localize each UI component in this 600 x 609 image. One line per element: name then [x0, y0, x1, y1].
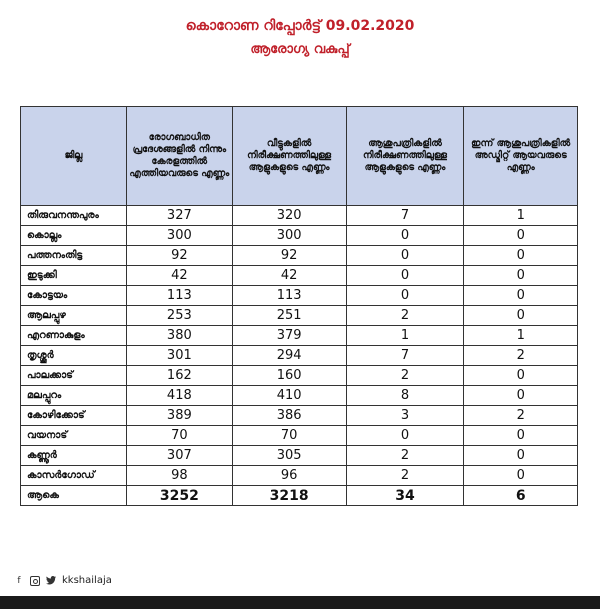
home-cell: 92 — [232, 246, 346, 266]
arrived-cell: 70 — [127, 426, 233, 446]
arrived-cell: 98 — [127, 466, 233, 486]
district-cell: പാലക്കാട് — [21, 366, 127, 386]
table-row — [21, 426, 578, 446]
admitted-today-cell: 0 — [464, 306, 578, 326]
home-cell: 96 — [232, 466, 346, 486]
total-row — [21, 486, 578, 506]
district-cell: മലപ്പുറം — [21, 386, 127, 406]
district-cell: കൊല്ലം — [21, 226, 127, 246]
admitted-today-cell: 0 — [464, 386, 578, 406]
district-cell: ഇടുക്കി — [21, 266, 127, 286]
total-home-cell: 3218 — [232, 486, 346, 506]
report-table — [20, 106, 578, 506]
hospital-cell: 2 — [346, 466, 464, 486]
hospital-cell: 3 — [346, 406, 464, 426]
table-row — [21, 366, 578, 386]
table-row — [21, 246, 578, 266]
arrived-cell: 162 — [127, 366, 233, 386]
table-row — [21, 386, 578, 406]
hospital-cell: 2 — [346, 446, 464, 466]
hospital-cell: 0 — [346, 266, 464, 286]
arrived-cell: 300 — [127, 226, 233, 246]
column-header-admitted-today: ഇന്ന് ആശുപത്രികളിൽ അഡ്മിറ്റ് ആയവരുടെ എണ്ണം — [464, 107, 578, 206]
hospital-cell: 7 — [346, 206, 464, 226]
home-cell: 294 — [232, 346, 346, 366]
admitted-today-cell: 0 — [464, 426, 578, 446]
admitted-today-cell: 0 — [464, 466, 578, 486]
column-header-arrived: രോഗബാധിത പ്രദേശങ്ങളിൽ നിന്നും കേരളത്തിൽ എത്തിയവരുടെ എണ്ണം — [127, 107, 233, 206]
district-cell: കണ്ണൂർ — [21, 446, 127, 466]
admitted-today-cell: 1 — [464, 326, 578, 346]
admitted-today-cell: 1 — [464, 206, 578, 226]
home-cell: 305 — [232, 446, 346, 466]
district-cell: എറണാകുളം — [21, 326, 127, 346]
table-row — [21, 306, 578, 326]
district-cell: കോഴിക്കോട് — [21, 406, 127, 426]
report-subtitle: ആരോഗ്യ വകുപ്പ് — [250, 42, 350, 57]
table-header-row — [21, 107, 578, 206]
report-title: കൊറോണ റിപ്പോർട്ട് 09.02.2020 — [185, 18, 415, 34]
home-cell: 386 — [232, 406, 346, 426]
admitted-today-cell: 0 — [464, 246, 578, 266]
home-cell: 160 — [232, 366, 346, 386]
district-cell: കാസർഗോഡ് — [21, 466, 127, 486]
district-cell: തിരുവനന്തപുരം — [21, 206, 127, 226]
total-arrived-cell: 3252 — [127, 486, 233, 506]
hospital-cell: 0 — [346, 286, 464, 306]
district-cell: കോട്ടയം — [21, 286, 127, 306]
home-cell: 251 — [232, 306, 346, 326]
total-hospital-cell: 34 — [346, 486, 464, 506]
column-header-district: ജില്ല — [21, 107, 127, 206]
hospital-cell: 2 — [346, 366, 464, 386]
district-cell: ആലപ്പുഴ — [21, 306, 127, 326]
column-header-home-observation: വീട്ടുകളിൽ നിരീക്ഷണത്തിലുള്ള ആളുകളുടെ എണ്ണം — [232, 107, 346, 206]
twitter-icon — [46, 576, 56, 586]
total-admitted-today-cell: 6 — [464, 486, 578, 506]
social-footer — [14, 575, 112, 586]
table-row — [21, 406, 578, 426]
hospital-cell: 0 — [346, 426, 464, 446]
table-row — [21, 346, 578, 366]
hospital-cell: 2 — [346, 306, 464, 326]
arrived-cell: 301 — [127, 346, 233, 366]
admitted-today-cell: 0 — [464, 226, 578, 246]
arrived-cell: 253 — [127, 306, 233, 326]
arrived-cell: 42 — [127, 266, 233, 286]
footer-bar — [0, 596, 600, 609]
table-row — [21, 226, 578, 246]
arrived-cell: 380 — [127, 326, 233, 346]
home-cell: 320 — [232, 206, 346, 226]
arrived-cell: 327 — [127, 206, 233, 226]
table-row — [21, 286, 578, 306]
home-cell: 42 — [232, 266, 346, 286]
social-handle: kkshailaja — [62, 575, 112, 586]
table-body — [21, 206, 578, 506]
table-row — [21, 266, 578, 286]
admitted-today-cell: 0 — [464, 286, 578, 306]
home-cell: 379 — [232, 326, 346, 346]
hospital-cell: 8 — [346, 386, 464, 406]
arrived-cell: 113 — [127, 286, 233, 306]
home-cell: 410 — [232, 386, 346, 406]
admitted-today-cell: 2 — [464, 346, 578, 366]
total-label-cell: ആകെ — [21, 486, 127, 506]
hospital-cell: 7 — [346, 346, 464, 366]
hospital-cell: 0 — [346, 226, 464, 246]
table-row — [21, 206, 578, 226]
column-header-hospital-observation: ആശുപത്രികളിൽ നിരീക്ഷണത്തിലുള്ള ആളുകളുടെ എണ്ണം — [346, 107, 464, 206]
admitted-today-cell: 0 — [464, 446, 578, 466]
district-cell: തൃശ്ശൂർ — [21, 346, 127, 366]
hospital-cell: 0 — [346, 246, 464, 266]
admitted-today-cell: 0 — [464, 266, 578, 286]
table-row — [21, 466, 578, 486]
home-cell: 113 — [232, 286, 346, 306]
arrived-cell: 92 — [127, 246, 233, 266]
table-row — [21, 446, 578, 466]
hospital-cell: 1 — [346, 326, 464, 346]
arrived-cell: 418 — [127, 386, 233, 406]
facebook-icon: f — [17, 575, 21, 586]
admitted-today-cell: 2 — [464, 406, 578, 426]
district-cell: വയനാട് — [21, 426, 127, 446]
admitted-today-cell: 0 — [464, 366, 578, 386]
arrived-cell: 389 — [127, 406, 233, 426]
table-row — [21, 326, 578, 346]
home-cell: 70 — [232, 426, 346, 446]
district-cell: പത്തനംതിട്ട — [21, 246, 127, 266]
instagram-icon — [30, 576, 40, 586]
arrived-cell: 307 — [127, 446, 233, 466]
home-cell: 300 — [232, 226, 346, 246]
